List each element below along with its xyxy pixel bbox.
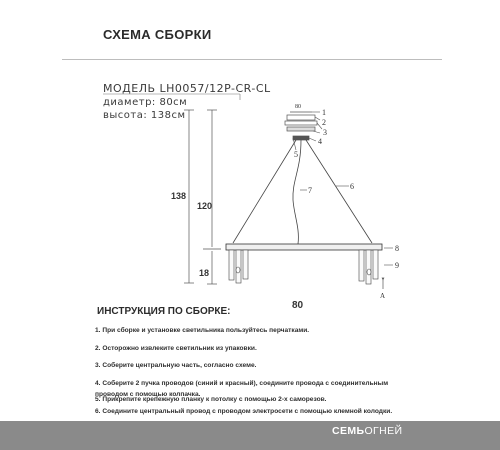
pendant-right: [359, 250, 378, 284]
instruction-step-4-cont: проводом с помощью колпачка.: [95, 391, 201, 398]
brand-part-1: СЕМЬ: [332, 425, 365, 437]
page-title: СХЕМА СБОРКИ: [103, 27, 212, 42]
callout-1: 1: [322, 108, 326, 117]
canopy: [285, 112, 317, 140]
brand-logo: [332, 425, 402, 437]
callout-2: 2: [322, 118, 326, 127]
spec-model: МОДЕЛЬ LH0057/12P-CR-CL: [103, 82, 271, 95]
instruction-step-5: 5. Прикрепите крепежную планку к потолку с помощью 2-х саморезов.: [95, 396, 327, 403]
brand-part-2: ОГНЕЙ: [364, 425, 403, 437]
spec-height: высота: 138cм: [103, 110, 186, 121]
suspension-cable-left: [233, 140, 296, 243]
dim-18-label: 18: [199, 268, 210, 278]
callout-7: 7: [308, 186, 312, 195]
ring-frame: [226, 244, 382, 250]
canopy-width-label: 80: [295, 104, 301, 110]
instruction-step-2: 2. Осторожно извлеките светильник из упаковки.: [95, 345, 257, 352]
callout-9: 9: [395, 261, 399, 270]
dim-80-label: 80: [292, 300, 304, 310]
callout-6: 6: [350, 182, 354, 191]
callout-4: 4: [318, 137, 322, 146]
instruction-step-3: 3. Соберите центральную часть, согласно схеме.: [95, 362, 257, 369]
dim-138-label: 138: [171, 191, 187, 201]
view-arrow-label: A: [380, 292, 386, 300]
dimension-upper-height: [207, 110, 217, 247]
instruction-step-6: 6. Соедините центральный провод с проводом электросети с помощью клемной колодки.: [95, 408, 393, 415]
footer-bar: [0, 421, 500, 450]
dim-120-label: 120: [197, 201, 213, 211]
pendant-left: [229, 250, 248, 283]
instruction-step-4: 4. Соберите 2 пучка проводов (синий и красный), соедините провода с соединительным: [95, 380, 389, 387]
callout-3: 3: [323, 128, 327, 137]
suspension-cable-right: [306, 140, 372, 243]
instruction-step-1: 1. При сборке и установке светильника пользуйтесь перчатками.: [95, 327, 310, 334]
callout-5: 5: [294, 150, 298, 159]
spec-diameter: диаметр: 80cм: [103, 97, 188, 108]
callout-8: 8: [395, 244, 399, 253]
instructions-title: ИНСТРУКЦИЯ ПО СБОРКЕ:: [97, 306, 231, 317]
